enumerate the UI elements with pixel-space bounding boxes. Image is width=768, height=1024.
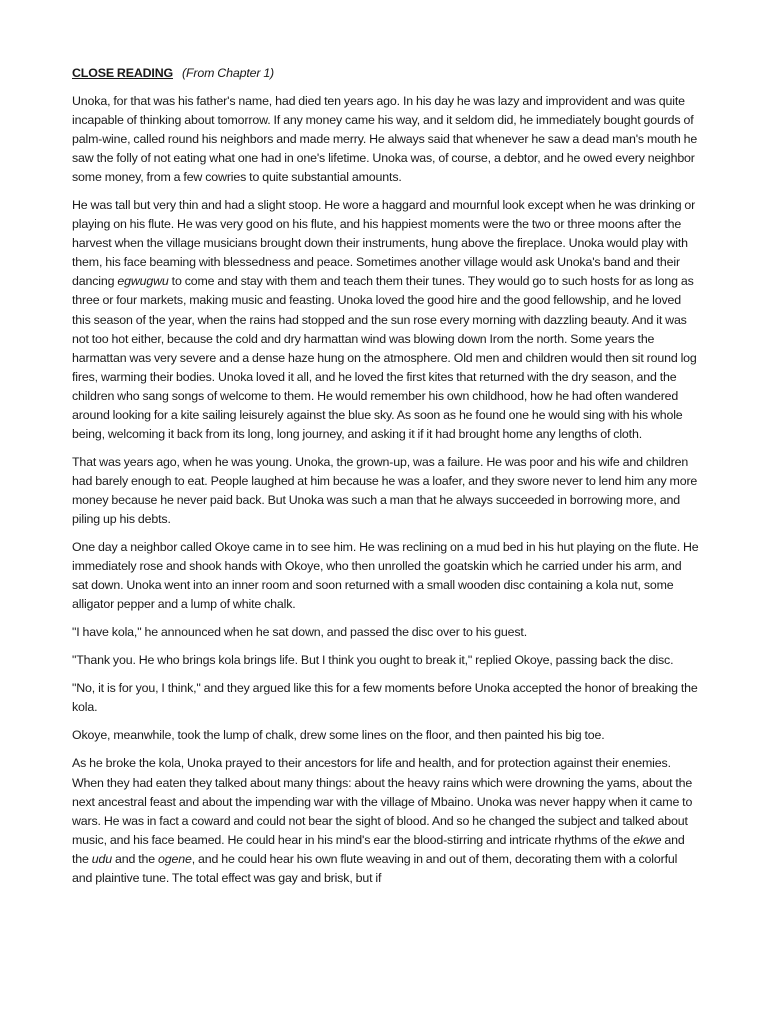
heading-title: CLOSE READING: [72, 66, 174, 80]
paragraph-text: Unoka, for that was his father's name, had died ten years ago. In his day he was lazy and improvident and was quite incapable of thinking about tomorrow. If any money came his way, and it seldom did, he immediately bought gourds of palm-wine, called round his neighbors and made merry. He always said that whenever he saw a dead man's mouth he saw the folly of not eating what one had in one's lifetime. Unoka was, of course, a debtor, and he owed every neighbor some money, from a few cowries to quite substantial amounts.: [72, 94, 698, 185]
paragraph-1: [72, 92, 700, 187]
paragraph-4: [72, 538, 700, 614]
paragraph-text: Okoye, meanwhile, took the lump of chalk, drew some lines on the floor, and then painted his big toe.: [72, 728, 605, 743]
paragraph-9: [72, 754, 700, 887]
paragraph-text: As he broke the kola, Unoka prayed to their ancestors for life and health, and for protection against their enemies. When they had eaten they talked about many things: about the heavy rains which were drowning the yams, about the next ancestral feast and about the impending war with the village of Mbaino. Unoka was never happy when it came to wars. He was in fact a coward and could not bear the sight of blood. And so he changed the subject and talked about music, and his face beamed. He could hear in his mind's ear the blood-stirring and intricate rhythms of the: [72, 756, 693, 847]
paragraph-text: That was years ago, when he was young. Unoka, the grown-up, was a failure. He was poor and his wife and children had barely enough to eat. People laughed at him because he was a loafer, and they swore never to lend him any more money because he never paid back. But Unoka was such a man that he always succeeded in borrowing more, and piling up his debts.: [72, 454, 698, 526]
paragraph-text: One day a neighbor called Okoye came in to see him. He was reclining on a mud bed in his hut playing on the flute. He immediately rose and shook hands with Okoye, who then unrolled the goatskin which he carried under his arm, and sat down. Unoka went into an inner room and soon returned with a small wooden disc containing a kola nut, some alligator pepper and a lump of white chalk.: [72, 540, 699, 612]
paragraph-text: He was tall but very thin and had a slight stoop. He wore a haggard and mournful look except when he was drinking or playing on his flute. He was very good on his flute, and his happiest moments were the two or three moons after the harvest when the village musicians brought down their instruments, hung above the fireplace. Unoka would play with them, his face beaming with blessedness and peace. Sometimes another village would ask Unoka's band and their dancing: [72, 198, 696, 289]
italic-term: ogene: [158, 851, 192, 866]
paragraph-text: and the: [112, 851, 158, 866]
paragraph-text: "I have kola," he announced when he sat down, and passed the disc over to his guest.: [72, 625, 527, 640]
heading-chapter-note: (From Chapter 1): [182, 66, 275, 80]
section-heading: [72, 64, 700, 83]
paragraph-text: "No, it is for you, I think," and they argued like this for a few moments before Unoka accepted the honor of breaking the kola.: [72, 681, 698, 715]
paragraph-text: "Thank you. He who brings kola brings life. But I think you ought to break it," replied Okoye, passing back the disc.: [72, 653, 674, 668]
italic-term: egwugwu: [117, 274, 169, 289]
paragraph-text: and the: [72, 832, 685, 866]
document-page: [72, 64, 700, 897]
italic-term: udu: [91, 851, 113, 866]
paragraph-text: , and he could hear his own flute weaving in and out of them, decorating them with a colorful and plaintive tune. The total effect was gay and brisk, but if: [72, 851, 678, 885]
paragraph-3: [72, 453, 700, 529]
paragraph-6: [72, 651, 700, 670]
paragraph-5: [72, 623, 700, 642]
paragraph-text: to come and stay with them and teach them their tunes. They would go to such hosts for as long as three or four markets, making music and feasting. Unoka loved the good hire and the good fellowship, and he loved this season of the year, when the rains had stopped and the sun rose every morning with dazzling beauty. And it was not too hot either, because the cold and dry harmattan wind was blowing down Irom the north. Some years the harmattan was very severe and a dense haze hung on the atmosphere. Old men and children would then sit round log fires, warming their bodies. Unoka loved it all, and he loved the first kites that returned with the dry season, and the children who sang songs of welcome to them. He would remember his own childhood, how he had often wandered around looking for a kite sailing leisurely against the blue sky. As soon as he found one he would sing with his whole being, welcoming it back from its long, long journey, and asking it if it had brought home any lengths of cloth.: [72, 274, 697, 441]
paragraph-2: [72, 196, 700, 444]
paragraph-7: [72, 679, 700, 717]
italic-term: ekwe: [633, 832, 662, 847]
paragraph-8: [72, 726, 700, 745]
